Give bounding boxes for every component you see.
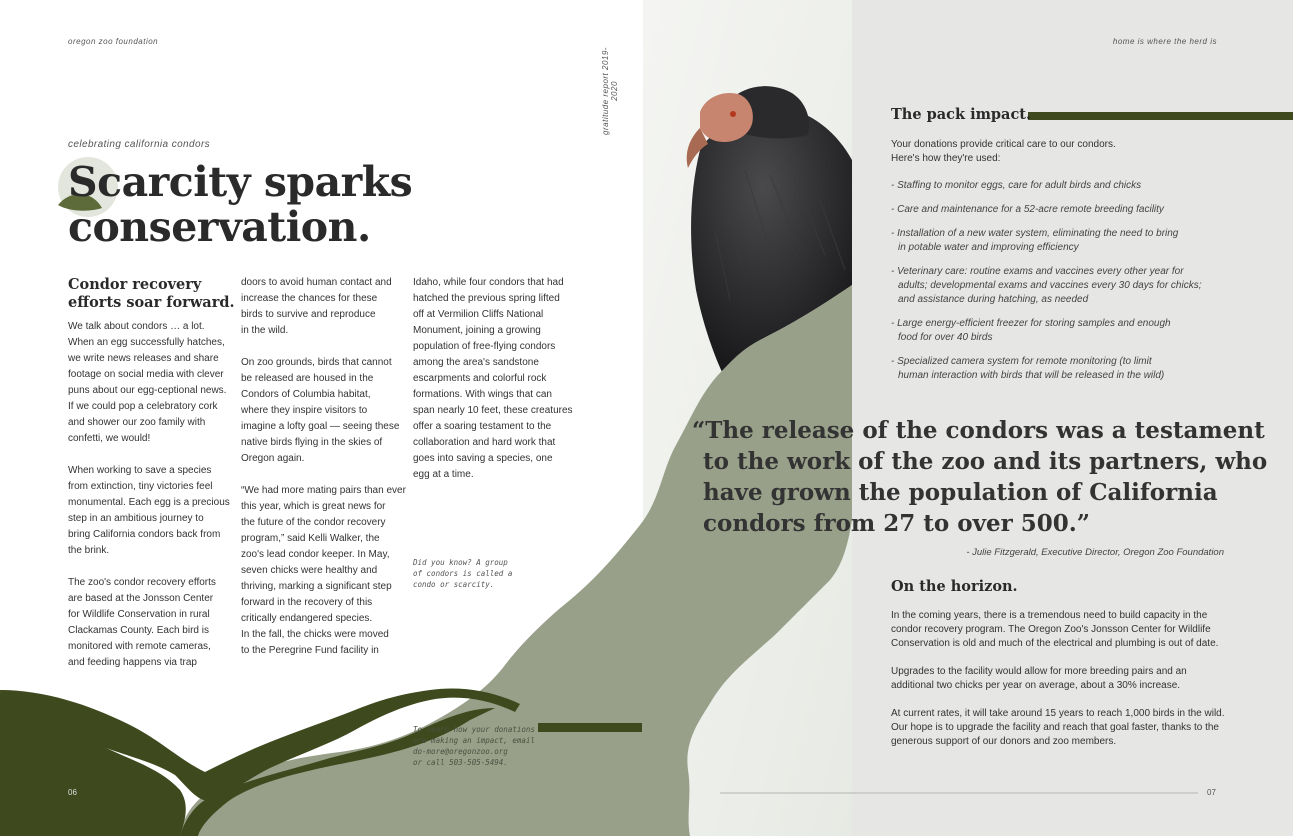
body-line: monitored with remote cameras, xyxy=(68,641,211,652)
body-column-3 xyxy=(413,275,583,483)
pack-accent-bar xyxy=(1028,112,1293,120)
body-line: off at Vermilion Cliffs National xyxy=(413,309,544,320)
body-line: hatched the previous spring lifted xyxy=(413,293,560,304)
paragraph: Upgrades to the facility would allow for more breeding pairs and an additional two chicks per year on average, about a 30% increase. xyxy=(891,666,1187,691)
list-item: - Staffing to monitor eggs, care for adult birds and chicks xyxy=(891,180,1142,191)
body-line: for Wildlife Conservation in rural xyxy=(68,609,210,620)
list-item: - Care and maintenance for a 52-acre remote breeding facility xyxy=(891,204,1164,215)
body-line: thriving, marking a significant step xyxy=(241,581,392,592)
quote-line: have grown the population of California xyxy=(703,479,1218,506)
body-line: among the area's sandstone xyxy=(413,357,539,368)
vertical-report-label: gratitude report 2019-2020 xyxy=(601,47,619,135)
body-line: from extinction, tiny victories feel xyxy=(68,481,213,492)
body-column-2 xyxy=(241,275,406,659)
body-line: confetti, we would! xyxy=(68,433,151,444)
phone-link[interactable]: or call 503-505-5494. xyxy=(413,758,508,767)
cta-note xyxy=(413,724,535,768)
page-title-line: conservation. xyxy=(68,203,371,251)
body-line: birds to survive and reproduce xyxy=(241,309,376,320)
pack-title: The pack impact. xyxy=(891,106,1032,123)
body-line: We talk about condors … a lot. xyxy=(68,321,205,332)
body-line: native birds flying in the skies of xyxy=(241,437,383,448)
page-title xyxy=(68,160,412,250)
body-line: On zoo grounds, birds that cannot xyxy=(241,357,392,368)
kicker: celebrating california condors xyxy=(68,139,211,150)
note-line: of condors is called a xyxy=(413,569,513,578)
body-line: The zoo's condor recovery efforts xyxy=(68,577,216,588)
body-line: imagine a lofty goal — seeing these xyxy=(241,421,400,432)
body-line: collaboration and hard work that xyxy=(413,437,556,448)
body-line: forward in the recovery of this xyxy=(241,597,373,608)
body-line: Monument, joining a growing xyxy=(413,325,541,336)
note-line: condo or scarcity. xyxy=(413,580,495,589)
note-line: are making an impact, email xyxy=(413,736,535,745)
body-line: bring California condors back from xyxy=(68,529,221,540)
body-line: escarpments and colorful rock xyxy=(413,373,547,384)
body-line: In the fall, the chicks were moved xyxy=(241,629,389,640)
list-item: - Large energy-efficient freezer for storing samples and enough food for over 40 birds xyxy=(891,318,1171,343)
subhead-line: Condor recovery xyxy=(68,276,202,293)
pull-quote xyxy=(692,415,1282,539)
body-line: zoo's lead condor keeper. In May, xyxy=(241,549,390,560)
subhead xyxy=(68,276,235,312)
quote-line: condors from 27 to over 500.” xyxy=(703,510,1090,537)
body-line: and shower our zoo family with xyxy=(68,417,206,428)
body-column-1 xyxy=(68,319,233,671)
quote-line: to the work of the zoo and its partners, who xyxy=(703,448,1268,475)
page-number-right: 07 xyxy=(1207,788,1216,797)
cta-accent-bar xyxy=(538,723,642,732)
body-line: formations. With wings that can xyxy=(413,389,552,400)
running-header-left: oregon zoo foundation xyxy=(68,37,159,46)
horizon-title: On the horizon. xyxy=(891,578,1018,595)
body-line: monumental. Each egg is a precious xyxy=(68,497,230,508)
paragraph: In the coming years, there is a tremendous need to build capacity in the condor recovery program. The Oregon Zoo's Jonsson Center for Wildlife Conservation is old and much of the electrical and plumbing is out of date. xyxy=(891,610,1219,649)
body-line: Oregon again. xyxy=(241,453,305,464)
body-line: footage on social media with clever xyxy=(68,369,224,380)
body-line: and feeding happens via trap xyxy=(68,657,197,668)
body-line: this year, which is great news for xyxy=(241,501,386,512)
body-line: in the wild. xyxy=(241,325,289,336)
intro-line: Here's how they're used: xyxy=(891,153,1001,164)
body-line: Clackamas County. Each bird is xyxy=(68,625,209,636)
intro-line: Your donations provide critical care to our condors. xyxy=(891,139,1116,150)
list-item: - Veterinary care: routine exams and vaccines every other year for adults; developmental exams and vaccines every 30 days for chicks; and assistance during hatching, as needed xyxy=(891,266,1202,305)
body-line: critically endangered species. xyxy=(241,613,373,624)
horizon-body xyxy=(891,609,1251,749)
body-line: If we could pop a celebratory cork xyxy=(68,401,218,412)
body-line: be released are housed in the xyxy=(241,373,374,384)
body-line: goes into saving a species, one xyxy=(413,453,553,464)
body-line: we write news releases and share xyxy=(68,353,219,364)
did-you-know-note xyxy=(413,557,512,590)
body-line: the future of the condor recovery xyxy=(241,517,386,528)
body-line: program,” said Kelli Walker, the xyxy=(241,533,380,544)
pack-bullet-list xyxy=(891,179,1251,393)
body-line: When working to save a species xyxy=(68,465,212,476)
list-item: - Specialized camera system for remote monitoring (to limit human interaction with birds that will be released in the wild) xyxy=(891,356,1165,381)
body-line: When an egg successfully hatches, xyxy=(68,337,225,348)
body-line: span nearly 10 feet, these creatures xyxy=(413,405,573,416)
body-line: Idaho, while four condors that had xyxy=(413,277,564,288)
body-line: are based at the Jonsson Center xyxy=(68,593,214,604)
quote-line: “The release of the condors was a testament xyxy=(692,417,1265,444)
list-item: - Installation of a new water system, eliminating the need to bring in potable water and improving efficiency xyxy=(891,228,1179,253)
page-title-line: Scarcity sparks xyxy=(68,158,413,206)
quote-attribution: - Julie Fitzgerald, Executive Director, Oregon Zoo Foundation xyxy=(966,547,1224,558)
body-line: where they inspire visitors to xyxy=(241,405,368,416)
body-line: doors to avoid human contact and xyxy=(241,277,392,288)
subhead-line: efforts soar forward. xyxy=(68,294,235,311)
body-line: seven chicks were healthy and xyxy=(241,565,378,576)
body-line: Condors of Columbia habitat, xyxy=(241,389,371,400)
pack-intro xyxy=(891,138,1116,166)
note-line: Did you know? A group xyxy=(413,558,508,567)
page-number-left: 06 xyxy=(68,788,77,797)
body-line: population of free-flying condors xyxy=(413,341,556,352)
body-line: to the Peregrine Fund facility in xyxy=(241,645,379,656)
running-header-right: home is where the herd is xyxy=(1112,37,1217,46)
body-line: increase the chances for these xyxy=(241,293,378,304)
body-line: “We had more mating pairs than ever xyxy=(241,485,406,496)
note-line: To learn how your donations xyxy=(413,725,535,734)
body-line: egg at a time. xyxy=(413,469,474,480)
body-line: offer a soaring testament to the xyxy=(413,421,552,432)
body-line: puns about our egg-ceptional news. xyxy=(68,385,227,396)
body-line: step in an ambitious journey to xyxy=(68,513,204,524)
body-line: the brink. xyxy=(68,545,110,556)
email-link[interactable]: do-more@oregonzoo.org xyxy=(413,747,508,756)
paragraph: At current rates, it will take around 15 years to reach 1,000 birds in the wild. Our hope is to upgrade the facility and reach that goal faster, thanks to the generous support of our donors and zoo members. xyxy=(891,708,1225,747)
